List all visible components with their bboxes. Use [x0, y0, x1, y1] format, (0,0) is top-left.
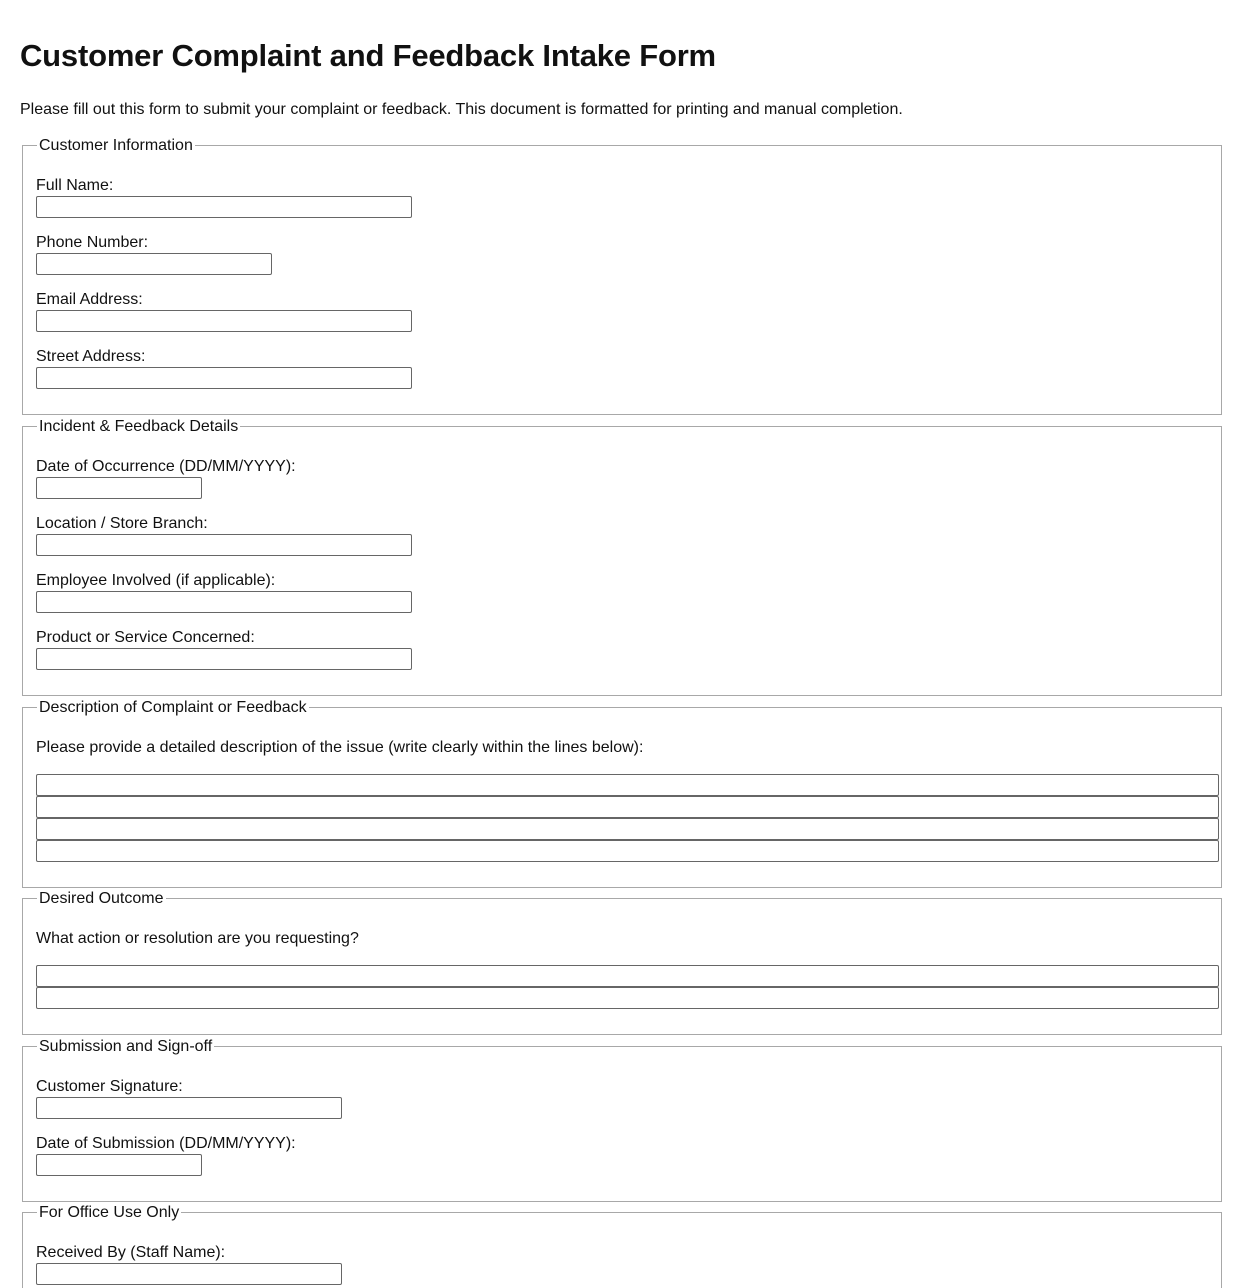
description-prompt: Please provide a detailed description of the issue (write clearly within the lines below): — [36, 739, 644, 756]
received-by-label: Received By (Staff Name): — [36, 1244, 226, 1261]
outcome-line-1[interactable] — [36, 965, 1219, 987]
section-legend: Description of Complaint or Feedback — [39, 699, 307, 716]
office-use-section — [22, 1204, 1222, 1288]
street-address-label: Street Address: — [36, 348, 146, 365]
date-of-occurrence-field[interactable] — [36, 477, 202, 499]
page-title: Customer Complaint and Feedback Intake Form — [20, 38, 716, 73]
employee-involved-field[interactable] — [36, 591, 412, 613]
date-of-occurrence-label: Date of Occurrence (DD/MM/YYYY): — [36, 458, 296, 475]
customer-information-section — [22, 137, 1222, 415]
section-legend: Incident & Feedback Details — [39, 418, 239, 435]
section-legend: For Office Use Only — [39, 1204, 180, 1221]
description-line-2[interactable] — [36, 796, 1219, 818]
employee-involved-label: Employee Involved (if applicable): — [36, 572, 276, 589]
desired-outcome-section — [22, 890, 1222, 1035]
received-by-field[interactable] — [36, 1263, 342, 1285]
street-address-field[interactable] — [36, 367, 412, 389]
product-service-field[interactable] — [36, 648, 412, 670]
description-line-3[interactable] — [36, 818, 1219, 840]
section-legend: Desired Outcome — [39, 890, 164, 907]
outcome-line-2[interactable] — [36, 987, 1219, 1009]
date-of-submission-field[interactable] — [36, 1154, 202, 1176]
product-service-label: Product or Service Concerned: — [36, 629, 255, 646]
full-name-field[interactable] — [36, 196, 412, 218]
location-label: Location / Store Branch: — [36, 515, 208, 532]
customer-signature-field[interactable] — [36, 1097, 342, 1119]
signoff-section — [22, 1038, 1222, 1202]
phone-number-label: Phone Number: — [36, 234, 149, 251]
email-address-field[interactable] — [36, 310, 412, 332]
section-legend: Customer Information — [39, 137, 193, 154]
description-section — [22, 699, 1222, 888]
incident-details-section — [22, 418, 1222, 696]
full-name-label: Full Name: — [36, 177, 114, 194]
customer-signature-label: Customer Signature: — [36, 1078, 183, 1095]
date-of-submission-label: Date of Submission (DD/MM/YYYY): — [36, 1135, 296, 1152]
outcome-prompt: What action or resolution are you requesting? — [36, 930, 359, 947]
intro-text: Please fill out this form to submit your complaint or feedback. This document is formatted for printing and manual completion. — [20, 101, 903, 118]
location-field[interactable] — [36, 534, 412, 556]
section-legend: Submission and Sign-off — [39, 1038, 213, 1055]
description-line-4[interactable] — [36, 840, 1219, 862]
phone-number-field[interactable] — [36, 253, 272, 275]
description-line-1[interactable] — [36, 774, 1219, 796]
email-address-label: Email Address: — [36, 291, 143, 308]
